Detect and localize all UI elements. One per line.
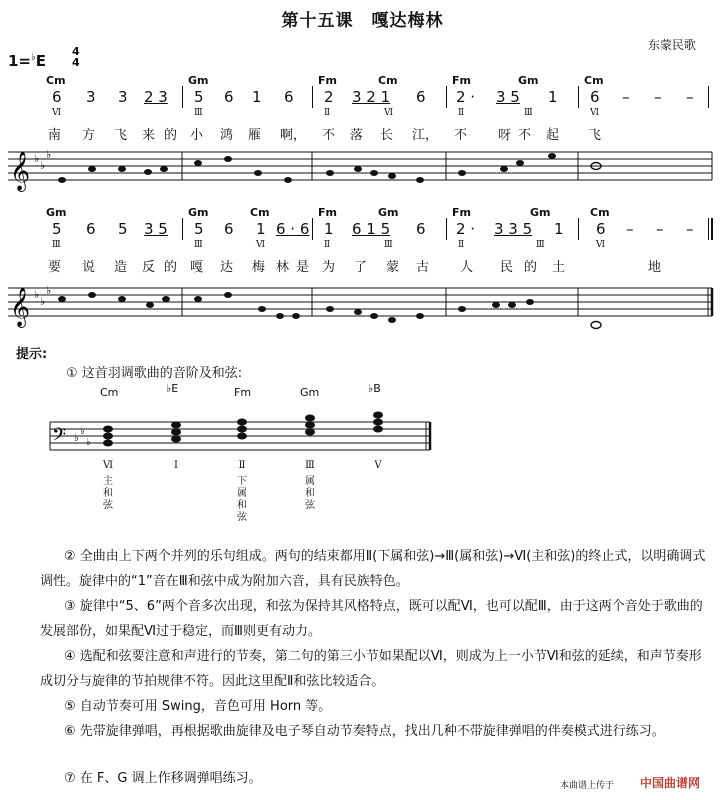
jianpu-note: 1 [548,88,558,106]
note-head [144,169,152,175]
jianpu-line-1 [0,74,725,144]
jianpu-note: 1 [252,88,262,106]
bar-line [182,86,183,108]
chord-degree: Ⅴ [374,460,382,471]
tip-1: ① 这首羽调歌曲的音阶及和弦: [66,366,243,381]
note-head [258,306,266,312]
note-head [305,422,315,429]
lyric: 江， [412,128,439,143]
lyric: 是 [296,260,310,275]
tip-2: ② 全曲由上下两个并列的乐句组成。两句的结束都用Ⅱ(下属和弦)→Ⅲ(属和弦)→Ⅵ(主和弦)的终止式，以明确调式调性。旋律中的“1”音在Ⅲ和弦中成为附加六音，具有民族特色。 [40,549,706,589]
lyric: 林 [276,260,290,275]
lyric: 不 [518,128,532,143]
lyric: 飞 [114,128,128,143]
staff-1 [0,140,725,196]
bar-line [312,218,313,240]
lyric: 了 [354,260,368,275]
note-head [162,296,170,302]
chord-function: Ⅲ [536,240,545,250]
note-head [500,166,508,172]
chord-name: Gm [300,386,320,399]
bar-line [312,86,313,108]
jianpu-note: 2 · [456,88,476,106]
note-head [354,166,362,172]
jianpu-dash: – [656,220,664,238]
chord-label: Gm [530,206,551,219]
lyric: 民 [500,260,514,275]
lyric: 造 [114,260,128,275]
chord-label: Gm [518,74,539,87]
note-head [458,306,466,312]
jianpu-note: 6 [284,88,294,106]
chord-label: Fm [318,206,337,219]
tip-4: ④ 选配和弦要注意和声进行的节奏，第二句的第三小节如果配以Ⅵ，则成为上一小节Ⅵ和弦的延续，和声节奏形成切分与旋律的节拍规律不符。因此这里配Ⅱ和弦比较适合。 [40,649,702,689]
note-head [516,160,524,166]
tip-7: ⑦ 在 F、G 调上作移调弹唱练习。 [64,771,262,786]
chord-function: Ⅵ [384,108,394,118]
jianpu-note: 6 [416,220,426,238]
upload-credit: 本曲谱上传于 [560,781,615,791]
jianpu-note: 5 [194,220,204,238]
lyric: 雁 [248,128,262,143]
jianpu-dash: – [686,88,694,106]
chord-table [0,382,725,532]
note-head [416,313,424,319]
note-head [171,422,181,429]
note-head [373,426,383,433]
time-signature [72,46,80,68]
note-head [492,302,500,308]
jianpu-note: 2 3 [144,88,168,106]
jianpu-note: 6 [86,220,96,238]
chord-name: ♭E [166,382,179,395]
note-head [103,426,113,433]
jianpu-note: 3 5 [144,220,168,238]
bass-staff [0,400,440,460]
note-head [284,177,292,183]
bar-line [708,218,709,240]
chord-function: Ⅵ [590,108,600,118]
jianpu-note: 2 · [456,220,476,238]
jianpu-note: 3 [118,88,128,106]
lyric: 鸿 [220,128,234,143]
lyric: 的 [164,128,178,143]
chord-function: Ⅱ [324,108,331,118]
note-head [326,306,334,312]
note-head [305,429,315,436]
note-head [388,173,396,179]
chord-label: Cm [46,74,66,87]
jianpu-note: 1 [554,220,564,238]
lyric: 蒙 [386,260,400,275]
flat-sign: ♭ [34,152,40,165]
jianpu-note: 1 [324,220,334,238]
site-logo[interactable]: 中国曲谱网 [640,776,701,790]
jianpu-line-2 [0,206,725,276]
lyric: 落 [350,128,364,143]
chord-label: Gm [378,206,399,219]
jianpu-note: 6 [52,88,62,106]
note-head [370,170,378,176]
chord-label: Gm [46,206,67,219]
note-head [194,296,202,302]
jianpu-note: 6 [224,220,234,238]
lyric: 为 [322,260,336,275]
jianpu-note: 3 2 1 [352,88,391,106]
tip-6: ⑥ 先带旋律弹唱，再根据歌曲旋律及电子琴自动节奏特点，找出几种不带旋律弹唱的伴奏模式进行练习。 [64,724,665,739]
chord-function: Ⅵ [596,240,606,250]
note-head [254,170,262,176]
lyric: 地 [648,260,662,275]
chord-function: Ⅲ [194,108,203,118]
jianpu-dash: – [626,220,634,238]
jianpu-note: 6 · 6 [276,220,310,238]
note-head [160,166,168,172]
bar-line [182,218,183,240]
chord-function: Ⅱ [458,108,465,118]
note-head [237,433,247,440]
jianpu-note: 3 3 5 [494,220,533,238]
note-head [373,412,383,419]
jianpu-note: 3 5 [496,88,520,106]
note-head [237,419,247,426]
flat-sign: ♭ [46,148,52,161]
lyric: 小 [190,128,204,143]
jianpu-dash: – [686,220,694,238]
chord-label: Fm [452,74,471,87]
chord-label: Gm [188,74,209,87]
note-head [118,166,126,172]
whole-note [591,322,601,329]
note-head [224,156,232,162]
bar-line [578,86,579,108]
lyric: 不 [322,128,336,143]
chord-function: Ⅲ [524,108,533,118]
chord-label: Fm [318,74,337,87]
bar-line [446,86,447,108]
bar-line [711,218,713,240]
note-head [305,415,315,422]
jianpu-dash: – [622,88,630,106]
chord-role: 下 属 和 弦 [237,476,247,523]
jianpu-note: 3 [86,88,96,106]
jianpu-note: 6 1 5 [352,220,391,238]
chord-role: 属 和 弦 [305,476,315,511]
note-head [224,292,232,298]
note-head [416,177,424,183]
lyric: 南 [48,128,62,143]
flat-sign: ♭ [46,284,52,297]
bar-line [578,218,579,240]
note-head [88,292,96,298]
jianpu-note: 6 [590,88,600,106]
lyric: 不 [454,128,468,143]
bar-line [708,86,709,108]
time-sig-bottom: 4 [72,56,80,69]
lyric: 嘎 [190,260,204,275]
tip-3: ③ 旋律中“5、6”两个音多次出现，和弦为保持其风格特点，既可以配Ⅵ，也可以配Ⅲ，由于这两个音处于歌曲的发展部份，如果配Ⅵ过于稳定，而Ⅲ则更有动力。 [40,599,703,639]
note-head [354,309,362,315]
lyric: 说 [82,260,96,275]
note-head [118,296,126,302]
lyric: 土 [552,260,566,275]
lyric: 长 [380,128,394,143]
flat-sign: ♭ [86,437,91,448]
chord-name: Cm [100,386,119,399]
note-head [103,433,113,440]
flat-sign: ♭ [31,52,36,63]
note-head [292,313,300,319]
chord-label: Cm [250,206,270,219]
note-head [146,302,154,308]
lyric: 的 [524,260,538,275]
note-head [388,317,396,323]
chord-function: Ⅱ [458,240,465,250]
chord-function: Ⅲ [52,240,61,250]
lyric: 的 [164,260,178,275]
chord-label: Fm [452,206,471,219]
chord-name: ♭B [368,382,381,395]
bass-clef-icon: 𝄢 [52,425,67,450]
chord-degree: Ⅵ [102,460,114,471]
genre-label: 东蒙民歌 [648,38,697,52]
page-title: 第十五课 嘎达梅林 [281,11,444,31]
lyric: 人 [460,260,474,275]
jianpu-note: 6 [224,88,234,106]
note-head [171,436,181,443]
chord-label: Cm [378,74,398,87]
lyric: 呀 [498,128,512,143]
jianpu-note: 2 [324,88,334,106]
chord-label: Cm [584,74,604,87]
note-head [58,296,66,302]
jianpu-note: 1 [256,220,266,238]
lyric: 飞 [588,128,602,143]
lyric: 古 [416,260,430,275]
note-head [508,302,516,308]
chord-function: Ⅵ [52,108,62,118]
key-prefix: 1= [8,52,32,70]
chord-function: Ⅲ [194,240,203,250]
lyric: 来 [142,128,156,143]
chord-function: Ⅲ [384,240,393,250]
note-head [458,170,466,176]
lyric: 要 [48,260,62,275]
chord-label: Cm [590,206,610,219]
treble-clef-icon: 𝄞 [10,151,31,191]
tip-5: ⑤ 自动节奏可用 Swing，音色可用 Horn 等。 [64,699,332,714]
chord-name: Fm [234,386,252,399]
lyric: 梅 [252,260,266,275]
note-head [526,299,534,305]
key-signature [8,52,46,70]
lyric: 方 [82,128,96,143]
chord-degree: Ⅱ [238,460,246,471]
lyric: 达 [220,260,234,275]
flat-sign: ♭ [34,288,40,301]
note-head [373,419,383,426]
note-head [237,426,247,433]
note-head [58,177,66,183]
staff-2 [0,274,725,334]
chord-function: Ⅵ [256,240,266,250]
bar-line [446,218,447,240]
tips-heading: 提示: [16,347,48,362]
note-head [103,440,113,447]
jianpu-dash: – [654,88,662,106]
lyric: 反 [142,260,156,275]
note-head [326,170,334,176]
jianpu-note: 5 [52,220,62,238]
chord-role: 主 和 弦 [103,476,113,511]
note-head [171,429,181,436]
note-head [548,153,556,159]
chord-function: Ⅱ [324,240,331,250]
note-head [194,160,202,166]
chord-degree: Ⅰ [174,460,178,471]
jianpu-note: 5 [118,220,128,238]
time-sig-top: 4 [72,45,80,58]
jianpu-note: 6 [416,88,426,106]
flat-sign: ♭ [80,426,85,437]
flat-sign: ♭ [40,295,46,308]
chord-degree: Ⅲ [305,460,315,471]
note-head [370,313,378,319]
chord-label: Gm [188,206,209,219]
lyric: 起 [546,128,560,143]
key-note: E [35,52,46,70]
jianpu-note: 6 [596,220,606,238]
note-head [276,313,284,319]
jianpu-note: 5 [194,88,204,106]
treble-clef-icon: 𝄞 [10,287,31,327]
flat-sign: ♭ [40,159,46,172]
flat-sign: ♭ [74,433,79,444]
note-head [88,166,96,172]
lyric: 啊， [280,128,307,143]
